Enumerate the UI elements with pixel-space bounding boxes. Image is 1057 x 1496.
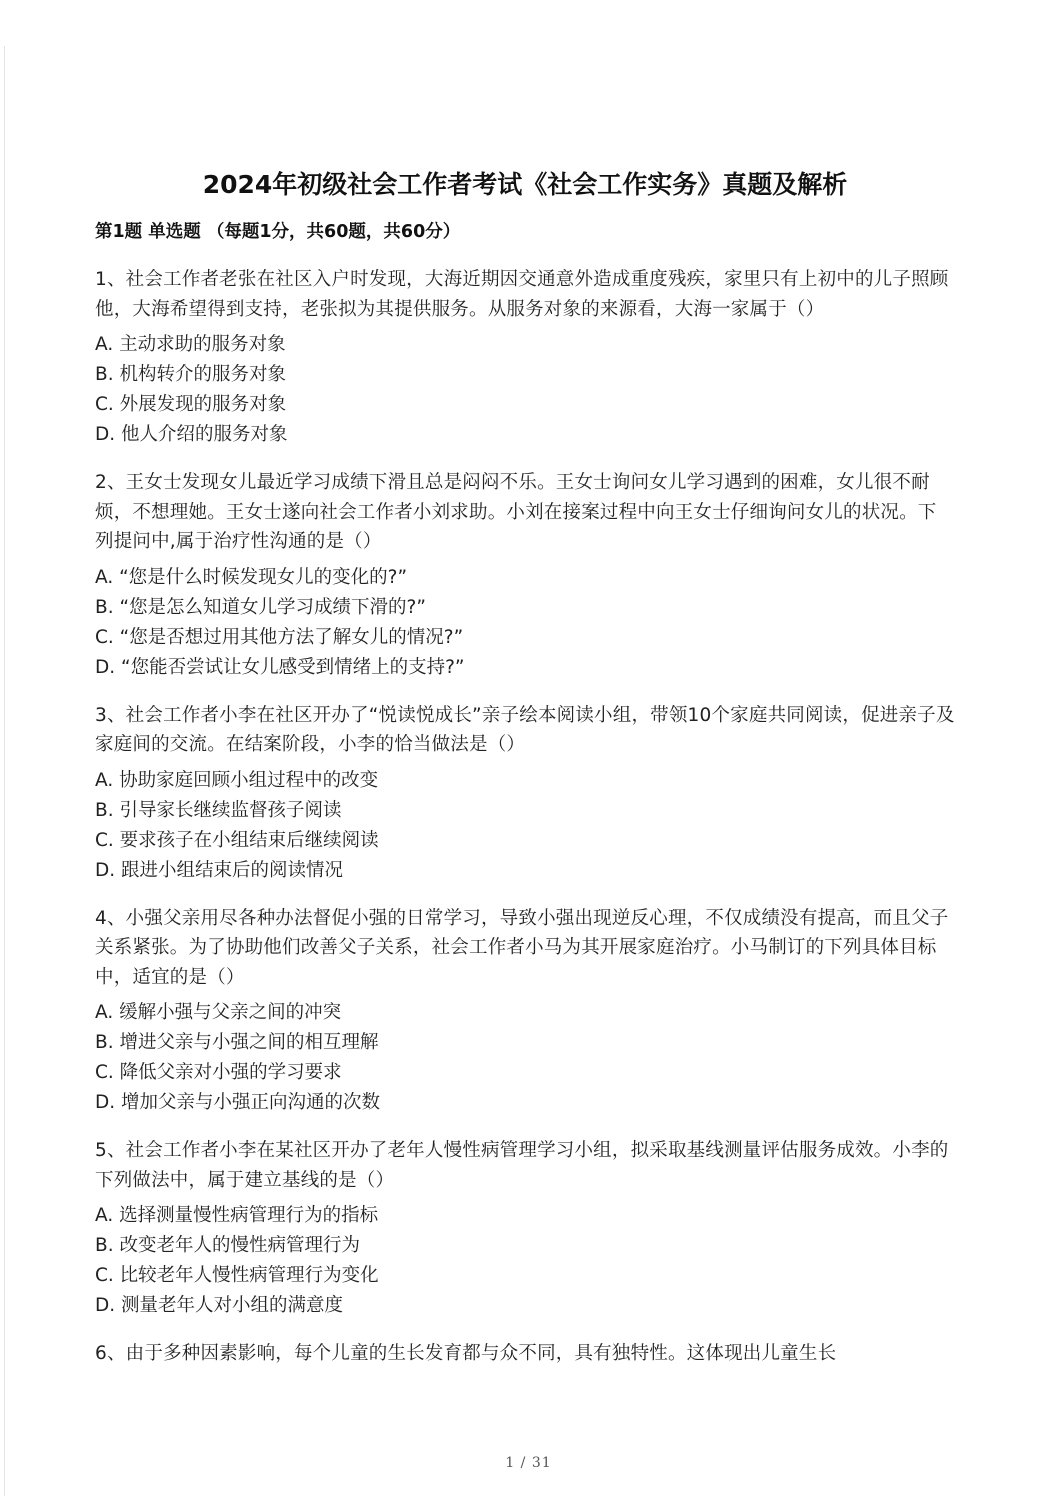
option-list (95, 1201, 955, 1321)
option-d: D. 跟进小组结束后的阅读情况 (95, 859, 344, 881)
option-b: B. 机构转介的服务对象 (95, 364, 286, 385)
option-list (95, 563, 955, 683)
option-c: C. 降低父亲对小强的学习要求 (95, 1062, 342, 1083)
option-a: A. 缓解小强与父亲之间的冲突 (95, 1002, 342, 1023)
question-5 (95, 1136, 955, 1321)
option-c: C. 比较老年人慢性病管理行为变化 (95, 1265, 379, 1286)
section-heading: 第1题 单选题 （每题1分，共60题，共60分） (95, 222, 461, 242)
question-stem: 5、社会工作者小李在某社区开办了老年人慢性病管理学习小组，拟采取基线测量评估服务成效。小李的下列做法中，属于建立基线的是（） (95, 1140, 949, 1191)
option-c: C. 要求孩子在小组结束后继续阅读 (95, 829, 379, 851)
option-c: C. “您是否想过用其他方法了解女儿的情况?” (95, 626, 464, 648)
question-3 (95, 701, 955, 886)
question-stem: 6、由于多种因素影响，每个儿童的生长发育都与众不同，具有独特性。这体现出儿童生长 (95, 1343, 837, 1364)
option-a: A. 选择测量慢性病管理行为的指标 (95, 1205, 379, 1226)
option-list (95, 766, 955, 886)
option-a: A. 主动求助的服务对象 (95, 334, 286, 355)
option-d: D. 增加父亲与小强正向沟通的次数 (95, 1092, 381, 1113)
option-a: A. “您是什么时候发现女儿的变化的?” (95, 566, 408, 588)
question-stem: 1、社会工作者老张在社区入户时发现，大海近期因交通意外造成重度残疾，家里只有上初中的儿子照顾他，大海希望得到支持，老张拟为其提供服务。从服务对象的来源看，大海一家属于（） (95, 269, 949, 320)
option-list (95, 330, 955, 450)
page-edge (4, 46, 5, 1496)
question-1 (95, 265, 955, 450)
option-c: C. 外展发现的服务对象 (95, 394, 287, 415)
page-number: 1 / 31 (505, 1455, 552, 1471)
option-d: D. “您能否尝试让女儿感受到情绪上的支持?” (95, 656, 465, 678)
question-6 (95, 1339, 955, 1369)
option-b: B. 改变老年人的慢性病管理行为 (95, 1235, 360, 1256)
document-body (95, 150, 955, 1369)
question-2 (95, 468, 955, 683)
option-b: B. 增进父亲与小强之间的相互理解 (95, 1032, 379, 1053)
question-stem: 4、小强父亲用尽各种办法督促小强的日常学习，导致小强出现逆反心理，不仅成绩没有提高，而且父子关系紧张。为了协助他们改善父子关系，社会工作者小马为其开展家庭治疗。小马制订的下列具体目标中，适宜的是（） (95, 907, 949, 988)
question-stem: 3、社会工作者小李在社区开办了“悦读悦成长”亲子绘本阅读小组，带领10个家庭共同阅读，促进亲子及家庭间的交流。在结案阶段，小李的恰当做法是（） (95, 704, 955, 755)
question-4 (95, 904, 955, 1119)
option-b: B. 引导家长继续监督孩子阅读 (95, 799, 342, 821)
question-stem: 2、王女士发现女儿最近学习成绩下滑且总是闷闷不乐。王女士询问女儿学习遇到的困难，女儿很不耐烦，不想理她。王女士遂向社会工作者小刘求助。小刘在接案过程中向王女士仔细询问女儿的状况。下列提问中,属于治疗性沟通的是（） (95, 472, 937, 552)
document-title: 2024年初级社会工作者考试《社会工作实务》真题及解析 (202, 170, 848, 199)
option-b: B. “您是怎么知道女儿学习成绩下滑的?” (95, 596, 426, 618)
option-a: A. 协助家庭回顾小组过程中的改变 (95, 769, 379, 791)
option-d: D. 测量老年人对小组的满意度 (95, 1295, 344, 1316)
option-list (95, 998, 955, 1118)
option-d: D. 他人介绍的服务对象 (95, 424, 288, 445)
